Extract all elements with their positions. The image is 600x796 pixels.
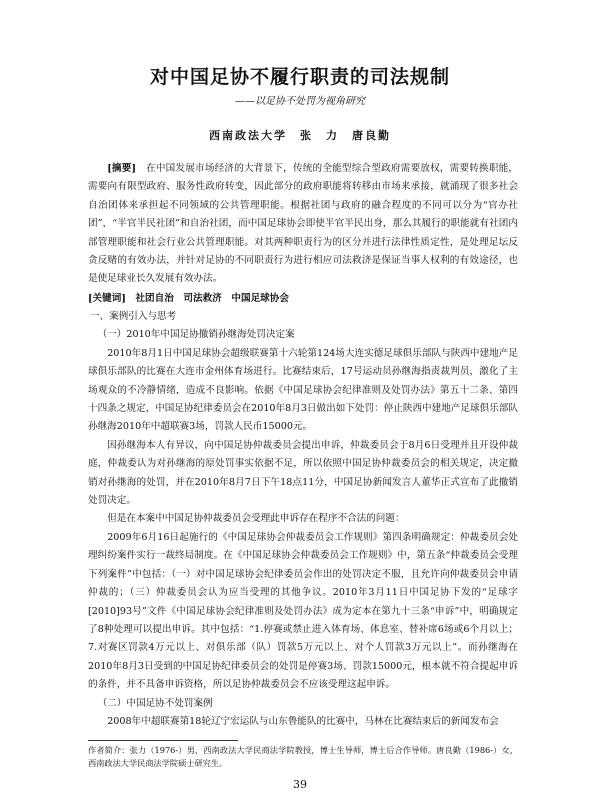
page-number: 39 bbox=[293, 778, 307, 791]
footnote-rule bbox=[88, 740, 238, 741]
abstract-text: 在中国发展市场经济的大背景下，传统的全能型综合型政府需要放权，需要转换职能，需要向有限型政府、服务性政府转变，因此部分的政府职能将转移由市场来承接，就涌现了很多社会自治团体来承担起不同领域的公共管理职能。根据社团与政府的融合程度的不同可以分为“官办社团”，“半官半民社团”和自治社团，而中国足球协会即使半官半民出身，那么其履行的职能就有社团内部管理职能和社会行业公共管理职能。对其两种职责行为的区分并进行法律性质定性，是处理足坛反贪反赌的有效办法，并针对足协的不同职责行为进行相应司法救济是保证当事人权利的有效途径，也是使足球业长久发展有效办法。 bbox=[88, 163, 519, 285]
keywords bbox=[88, 290, 518, 308]
body-paragraph: 但是在本案中中国足协仲裁委员会受理此申诉存在程序不合法的问题： bbox=[107, 513, 405, 525]
author-line: 西南政法大学 张 力 唐良勤 bbox=[209, 129, 391, 142]
article-title: 对中国足协不履行职责的司法规制 bbox=[149, 66, 450, 88]
abstract-label: [摘要] bbox=[107, 163, 137, 174]
article-subtitle: ——以足协不处罚为视角研究 bbox=[235, 96, 365, 107]
case-1-heading: （一）2010年中国足协撤销孙继海处罚决定案 bbox=[97, 329, 295, 341]
section-heading: 一、案例引入与思考 bbox=[89, 311, 177, 322]
body-paragraph: 因孙继海本人有异议，向中国足协仲裁委员会提出申诉，仲裁委员会于8月6日受理并且开设仲裁庭，仲裁委认为对孙继海的原处罚事实依据不足，所以依照中国足协仲裁委员会的相关规定，决定撤销对孙继海的处罚，并在2010年8月7日下午18点11分，中国足协新闻发言人董华正式宣布了此撤销处罚决定。 bbox=[88, 439, 518, 507]
body-paragraph: 2009年6月16日起施行的《中国足球协会仲裁委员会工作规则》第四条明确规定：仲裁委员会处理纠纷案件实行一裁终局制度。在《中国足球协会仲裁委员会工作规则》中，第五条“仲裁委员会受理下列案件”中包括：（一）对中国足球协会纪律委员会作出的处罚决定不服，且允许向仲裁委员会申请仲裁的；（三）仲裁委员会认为应当受理的其他争议。2010年3月11日中国足协下发的“足球字[2010]93号”文件《中国足球协会纪律准则及处罚办法》成为定本在第九十三条“申诉”中，明确规定了8种处理可以提出申诉。其中包括：“1.停赛或禁止进入体育场、体息室、替补席6场或6个月以上；7.对赛区罚款4万元以上、对俱乐部（队）罚款5万元以上、对个人罚款3万元以上”。而孙继海在2010年8月3日受到的中国足协纪律委员会的处罚是停赛3场、罚款15000元，根本就不符合提起申诉的条件，并不具备申诉资格，所以足协仲裁委员会不应该受理这起申诉。 bbox=[88, 531, 518, 691]
case-2-heading: （二）中国足协不处罚案例 bbox=[97, 697, 213, 709]
section-1 bbox=[88, 308, 518, 731]
keywords-line bbox=[88, 290, 518, 308]
body-paragraph: 2008年中超联赛第18轮辽宁宏运队与山东鲁能队的比赛中，马林在比赛结束后的新闻发布会 bbox=[107, 715, 499, 727]
keywords-label: [关键词] bbox=[88, 293, 126, 304]
keywords-text: 社团自治 司法救济 中国足球协会 bbox=[135, 293, 289, 304]
abstract-paragraph bbox=[88, 160, 518, 289]
footnote: 作者简介：张力（1976-）男，西南政法大学民商法学院教授，博士生导师，博士后合作导师。唐良勤（1986-）女，西南政法大学民商法学院硕士研究生。 bbox=[88, 745, 518, 768]
body-paragraph: 2010年8月1日中国足球协会超级联赛第十六轮第124场大连实德足球俱乐部队与陕西中建地产足球俱乐部队的比赛在大连市金州体育场进行。比赛结束后，17号运动员孙继海指责裁判员，激化了主场观众的不冷静情绪，造成不良影响。依据《中国足球协会纪律准则及处罚办法》第五十二条、第四十四条之规定，中国足协纪律委员会在2010年8月3日做出如下处罚：停止陕西中建地产足球俱乐部队孙继海2010年中超联赛3场，罚款人民币15000元。 bbox=[88, 347, 518, 433]
abstract bbox=[88, 160, 518, 289]
